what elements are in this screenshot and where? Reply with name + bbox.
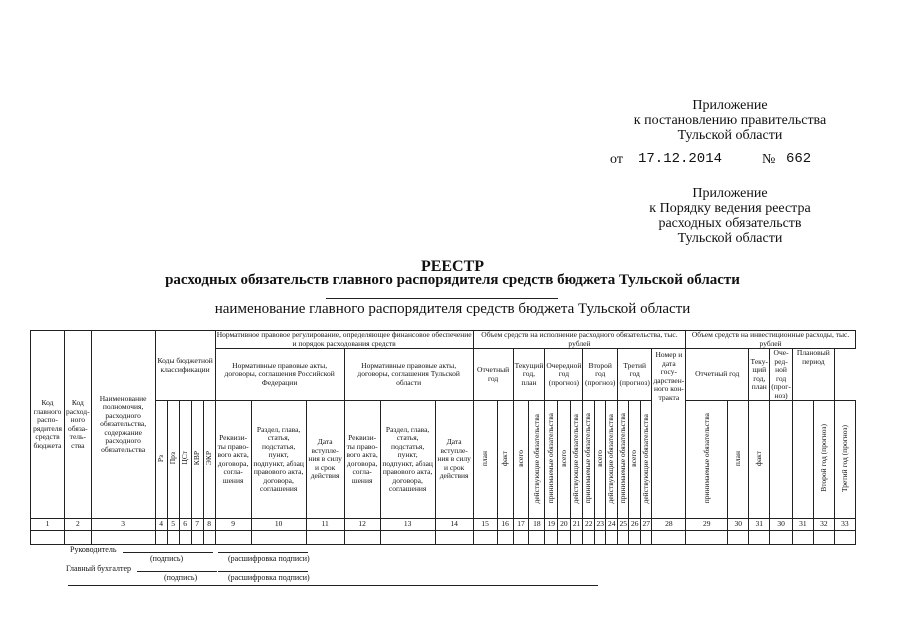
header-prin-vtor: принимаемые обязательства	[617, 401, 629, 519]
header-invest: Объем средств на инвестиционные расходы, тыс. рублей	[686, 331, 856, 349]
header-vtor: Второй год (прогноз)	[583, 349, 618, 401]
header-volume: Объем средств на исполнение расходного обязательства, тыс. рублей	[473, 331, 686, 349]
column-number-13: 13	[380, 519, 435, 531]
column-number-22: 22	[583, 519, 595, 531]
data-cell-15	[473, 531, 497, 545]
data-cell-7	[191, 531, 203, 545]
register-table	[30, 330, 856, 545]
appendix-1-line3: Тульской области	[677, 128, 783, 143]
column-number-14: 14	[435, 519, 473, 531]
data-cell-2	[65, 531, 92, 545]
header-tret-inv: Третий год (прогноз)	[834, 401, 855, 519]
data-row	[31, 531, 856, 545]
header-name: Наименование полномочия, расходного обязательства, содержание расходного обязательства	[91, 331, 155, 519]
decree-date: 17.12.2014	[638, 151, 723, 167]
data-cell-35	[834, 531, 855, 545]
header-och-inv-blank	[792, 401, 813, 519]
column-number-3: 3	[91, 519, 155, 531]
header-tret: Третий год (прогноз)	[617, 349, 652, 401]
column-number-19: 19	[545, 519, 558, 531]
column-number-16: 16	[497, 519, 513, 531]
head-rassh-caption: (расшифровка подписи)	[228, 554, 310, 563]
header-prin-tek: принимаемые обязательства	[545, 401, 558, 519]
data-cell-26	[629, 531, 641, 545]
appendix-2-line1: Приложение	[692, 186, 768, 201]
column-number-15: 15	[473, 519, 497, 531]
header-kvr: КВР	[191, 401, 203, 519]
header-rekv-rf: Реквизи-ты право-вого акта, договора, согла-шения	[215, 401, 251, 519]
column-number-7: 7	[191, 519, 203, 531]
data-cell-31	[749, 531, 770, 545]
column-number-21: 21	[570, 519, 583, 531]
data-cell-10	[251, 531, 306, 545]
head-label: Руководитель	[70, 545, 117, 554]
header-plan-otch: план	[473, 401, 497, 519]
data-cell-16	[497, 531, 513, 545]
number-prefix: №	[762, 152, 776, 167]
bottom-rule	[68, 585, 598, 586]
data-cell-3	[91, 531, 155, 545]
data-cell-9	[215, 531, 251, 545]
data-cell-14	[435, 531, 473, 545]
header-razdel-rf: Раздел, глава, статья, подстатья, пункт, подпункт, абзац правового акта, договора, соглашения	[251, 401, 306, 519]
header-data-to: Дата вступле-ния в силу и срок действия	[435, 401, 473, 519]
name-line	[326, 298, 558, 299]
data-cell-34	[813, 531, 834, 545]
column-number-31: 31	[749, 519, 770, 531]
header-rekv-to: Реквизи-ты право-вого акта, договора, согла-шения	[344, 401, 380, 519]
header-fakt-otch: факт	[497, 401, 513, 519]
column-number-33: 31	[792, 519, 813, 531]
data-cell-32	[770, 531, 793, 545]
header-tek: Текущий год, план	[513, 349, 545, 401]
appendix-2-line4: Тульской области	[677, 231, 783, 246]
appendix-1-line2: к постановлению правительства	[633, 113, 827, 128]
data-cell-25	[617, 531, 629, 545]
acc-sign-line	[137, 571, 217, 572]
data-cell-23	[594, 531, 606, 545]
header-ekr: ЭКР	[203, 401, 215, 519]
header-razdel-to: Раздел, глава, статья, подстатья, пункт, подпункт, абзац правового акта, договора, соглашения	[380, 401, 435, 519]
data-cell-21	[570, 531, 583, 545]
data-cell-13	[380, 531, 435, 545]
appendix-2-line2: к Порядку ведения реестра	[649, 201, 811, 216]
column-number-32: 30	[770, 519, 793, 531]
header-rf: Нормативные правовые акты, договоры, соглашения Российской Федерации	[215, 349, 344, 401]
data-cell-19	[545, 531, 558, 545]
column-number-9: 9	[215, 519, 251, 531]
column-number-2: 2	[65, 519, 92, 531]
data-cell-1	[31, 531, 65, 545]
appendix-1	[600, 98, 860, 143]
column-number-28: 28	[652, 519, 686, 531]
column-number-1: 1	[31, 519, 65, 531]
acc-rassh-line	[218, 571, 308, 572]
header-to: Нормативные правовые акты, договоры, соглашения Тульской области	[344, 349, 473, 401]
acc-label: Главный бухгалтер	[66, 564, 131, 573]
column-number-35: 33	[834, 519, 855, 531]
column-number-6: 6	[179, 519, 191, 531]
acc-podpis-caption: (подпись)	[164, 573, 198, 582]
header-code-gr: Код главного распо-рядителя средств бюджета	[31, 331, 65, 519]
column-number-24: 24	[606, 519, 618, 531]
header-dejst-tek: действующие обязательства	[529, 401, 545, 519]
header-codes: Коды бюджетной классификации	[155, 331, 215, 401]
head-podpis-caption: (подпись)	[150, 554, 184, 563]
name-caption: наименование главного распорядителя средств бюджета Тульской области	[214, 301, 691, 317]
data-cell-4	[155, 531, 167, 545]
doc-title: РЕЕСТР	[420, 258, 485, 275]
appendix-2-line3: расходных обязательств	[658, 216, 802, 231]
data-cell-5	[167, 531, 179, 545]
data-cell-18	[529, 531, 545, 545]
data-cell-33	[792, 531, 813, 545]
header-dejst-tret: действующие обязательства	[640, 401, 652, 519]
header-prz: Прз	[167, 401, 179, 519]
column-number-26: 26	[629, 519, 641, 531]
data-cell-22	[583, 531, 595, 545]
header-prin-tret: принимаемые обязательства	[686, 401, 728, 519]
header-prin-och: принимаемые обязательства	[583, 401, 595, 519]
column-number-18: 18	[529, 519, 545, 531]
column-number-29: 29	[686, 519, 728, 531]
column-number-23: 23	[594, 519, 606, 531]
data-cell-30	[728, 531, 749, 545]
header-rz: Рз	[155, 401, 167, 519]
appendix-1-line1: Приложение	[692, 98, 768, 113]
header-vsego-tret: всего	[629, 401, 641, 519]
header-norm: Нормативное правовое регулирование, определяющее финансовое обеспечение и порядок расходования средств	[216, 330, 472, 348]
header-code-ro: Код расход-ного обяза-тель-ства	[65, 331, 92, 519]
acc-rassh-caption: (расшифровка подписи)	[228, 573, 310, 582]
column-number-4: 4	[155, 519, 167, 531]
appendix-2	[600, 186, 860, 246]
header-dejst-vtor: действующие обязательства	[606, 401, 618, 519]
header-och: Очередной год (прогноз)	[545, 349, 583, 401]
column-number-34: 32	[813, 519, 834, 531]
header-tek-2: Теку-щий год, план	[749, 349, 770, 401]
header-data-rf: Дата вступле-ния в силу и срок действия	[306, 401, 344, 519]
header-fakt-inv: факт	[749, 401, 770, 519]
date-prefix: от	[610, 152, 623, 167]
column-number-27: 27	[640, 519, 652, 531]
column-number-11: 11	[306, 519, 344, 531]
data-cell-12	[344, 531, 380, 545]
header-plan-inv: план	[728, 401, 749, 519]
column-number-17: 17	[513, 519, 529, 531]
doc-subtitle: расходных обязательств главного распорядителя средств бюджета Тульской области	[165, 272, 740, 288]
data-cell-6	[179, 531, 191, 545]
head-sign-line	[123, 552, 213, 553]
header-nomer: Номер и дата госу-дарствен-ного кон-тракта	[652, 349, 686, 519]
header-planper: Плановый период	[792, 349, 834, 401]
header-och-2: Оче-ред-ной год (прог-ноз)	[771, 348, 791, 400]
column-number-5: 5	[167, 519, 179, 531]
data-cell-11	[306, 531, 344, 545]
column-number-12: 12	[344, 519, 380, 531]
header-otch-2: Отчетный год	[686, 349, 749, 401]
header-dejst-och: действующие обязательства	[570, 401, 583, 519]
column-number-25: 25	[617, 519, 629, 531]
header-vtor-inv: Второй год (прогноз)	[813, 401, 834, 519]
column-number-8: 8	[203, 519, 215, 531]
data-cell-24	[606, 531, 618, 545]
header-tek-inv-blank	[770, 401, 793, 519]
column-number-20: 20	[558, 519, 571, 531]
column-number-10: 10	[251, 519, 306, 531]
data-cell-27	[640, 531, 652, 545]
decree-number: 662	[786, 151, 812, 167]
header-vsego-vtor: всего	[594, 401, 606, 519]
data-cell-28	[652, 531, 686, 545]
header-vsego-tek: всего	[513, 401, 529, 519]
header-cst: ЦСт	[179, 401, 191, 519]
column-number-row	[31, 519, 856, 531]
head-rassh-line	[218, 552, 308, 553]
data-cell-29	[686, 531, 728, 545]
column-number-30: 30	[728, 519, 749, 531]
data-cell-20	[558, 531, 571, 545]
data-cell-8	[203, 531, 215, 545]
data-cell-17	[513, 531, 529, 545]
header-otch: Отчетный год	[473, 349, 513, 401]
header-vsego-och: всего	[558, 401, 571, 519]
